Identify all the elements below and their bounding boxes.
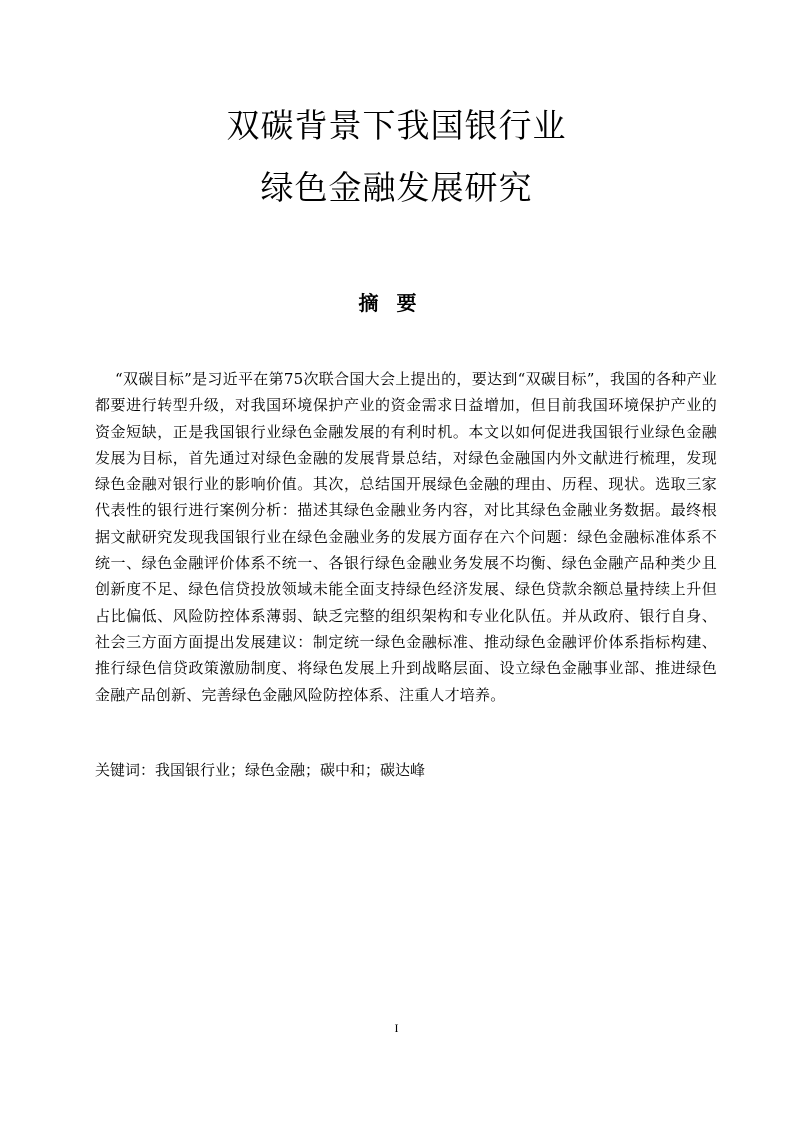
abstract-body: “双碳目标”是习近平在第75次联合国大会上提出的，要达到“双碳目标”，我国的各种产业都要进行转型升级，对我国环境保护产业的资金需求日益增加，但目前我国环境保护产业的资金短缺，正是我国银行业绿色金融发展的有利时机。本文以如何促进我国银行业绿色金融发展为目标，首先通过对绿色金融的发展背景总结，对绿色金融国内外文献进行梳理，发现绿色金融对银行业的影响价值。其次，总结国开展绿色金融的理由、历程、现状。选取三家代表性的银行进行案例分析：描述其绿色金融业务内容，对比其绿色金融业务数据。最终根据文献研究发现我国银行业在绿色金融业务的发展方面存在六个问题：绿色金融标准体系不统一、绿色金融评价体系不统一、各银行绿色金融业务发展不均衡、绿色金融产品种类少且创新度不足、绿色信贷投放领域未能全面支持绿色经济发展、绿色贷款余额总量持续上升但占比偏低、风险防控体系薄弱、缺乏完整的组织架构和专业化队伍。并从政府、银行自身、社会三方面方面提出发展建议：制定统一绿色金融标准、推动绿色金融评价体系指标构建、推行绿色信贷政策激励制度、将绿色发展上升到战略层面、设立绿色金融事业部、推进绿色金融产品创新、完善绿色金融风险防控体系、注重人才培养。 xyxy=(95,370,717,704)
keywords-line: 关键词：我国银行业；绿色金融；碳中和；碳达峰 xyxy=(95,761,426,779)
paper-title-line-2: 绿色金融发展研究 xyxy=(260,168,533,207)
abstract-heading: 摘要 xyxy=(358,291,435,315)
page-number: I xyxy=(394,1021,399,1035)
paper-title-line-1: 双碳背景下我国银行业 xyxy=(226,106,567,145)
